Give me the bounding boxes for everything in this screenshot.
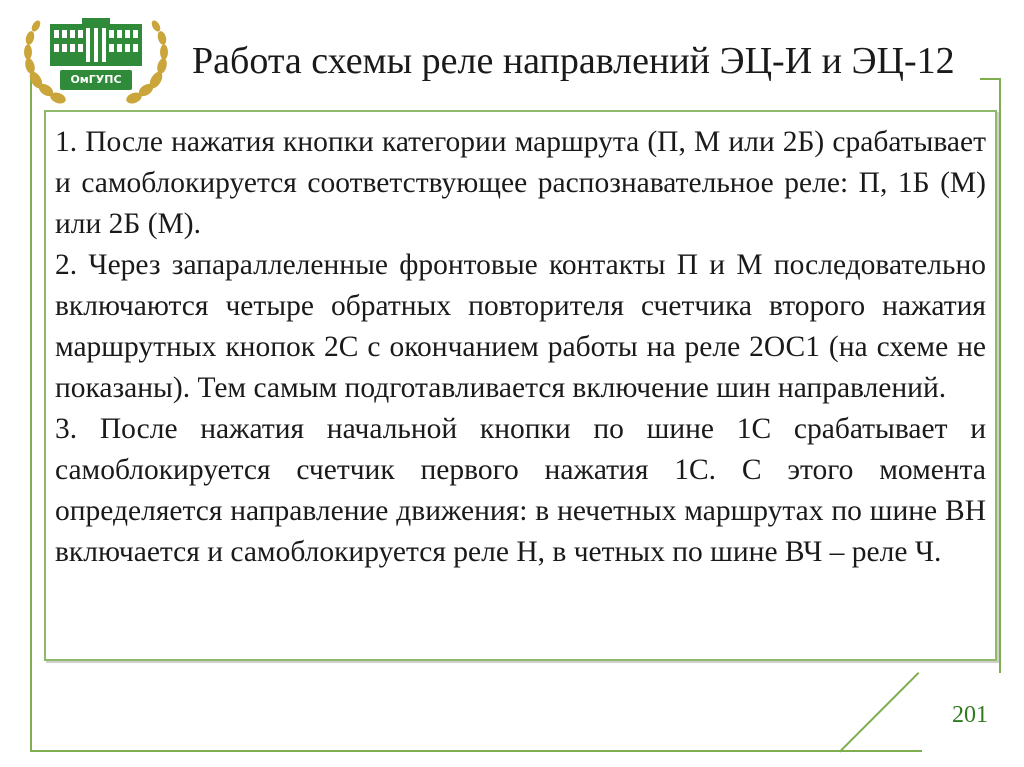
- logo-text: ОмГУПС: [70, 73, 122, 86]
- omgups-logo: [16, 10, 176, 110]
- paragraph-3: 3. После нажатия начальной кнопки по шине 1С срабатывает и самоблокируется счетчик первого нажатия 1С. С этого момента определяется направление движения: в нечетных маршрутах по шине ВН включается и самоблокируется реле Н, в четных по шине ВЧ – реле Ч.: [55, 413, 986, 568]
- page-number: 201: [952, 702, 988, 728]
- slide-title: Работа схемы реле направлений ЭЦ-И и ЭЦ-12: [192, 40, 955, 82]
- frame-left-border: [30, 78, 32, 750]
- frame-top-right-border: [980, 78, 1001, 80]
- paragraph-2: 2. Через запараллеленные фронтовые контакты П и М последовательно включаются четыре обратных повторителя счетчика второго нажатия маршрутных кнопок 2С с окончанием работы на реле 2ОС1 (на схеме не показаны). Тем самым подготавливается включение шин направлений.: [55, 249, 986, 404]
- frame-corner-diagonal: [839, 672, 920, 753]
- frame-bottom-border: [30, 750, 922, 752]
- content-text: [55, 122, 986, 573]
- frame-right-border: [999, 78, 1001, 673]
- laurel-building-icon: [16, 10, 176, 110]
- paragraph-1: 1. После нажатия кнопки категории маршрута (П, М или 2Б) срабатывает и самоблокируется соответствующее распознавательное реле: П, 1Б (М) или 2Б (М).: [55, 126, 986, 240]
